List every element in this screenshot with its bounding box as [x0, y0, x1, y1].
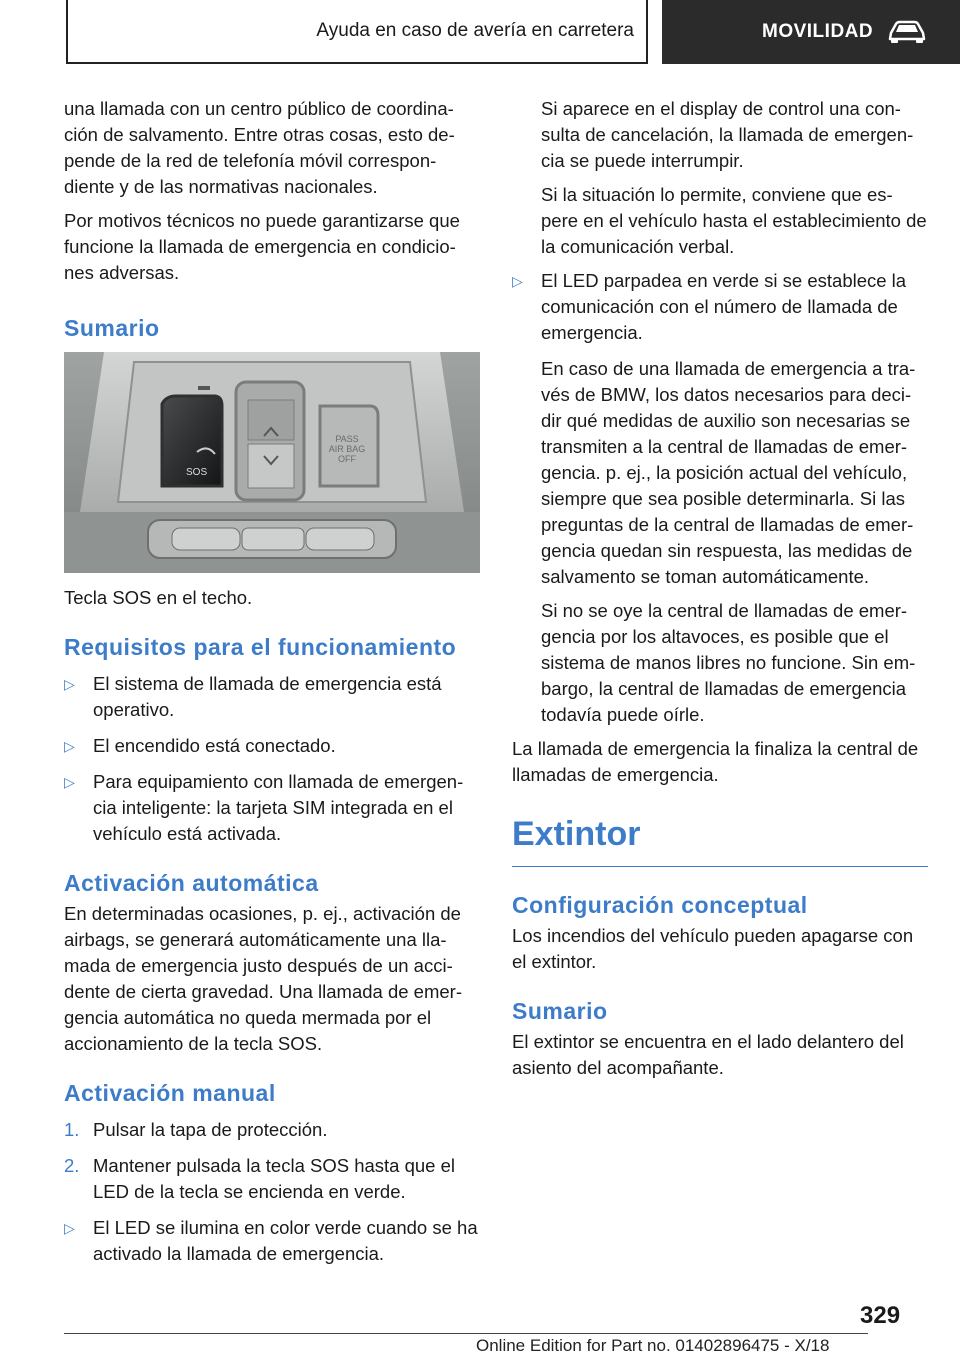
step-text: Mantener pulsada la tecla SOS hasta que el LED de la tecla se encienda en verde. — [93, 1155, 456, 1202]
list-item — [64, 671, 482, 723]
intro-paragraph-1: una llamada con un centro público de coordina-ción de salvamento. Entre otras cosas, esto de-pende de la red de telefonía móvil correspon-diente y de las normativas nacionales. — [64, 98, 455, 197]
footer-edition: Online Edition for Part no. 01402896475 - X/18 — [476, 1336, 830, 1355]
config-heading: Configuración conceptual — [512, 892, 808, 918]
extintor-heading: Extintor — [512, 814, 928, 867]
right-column — [512, 96, 928, 1089]
running-header-chapter — [662, 0, 960, 64]
list-item-text: El encendido está conectado. — [93, 735, 336, 756]
bullet-marker: ▷ — [64, 676, 75, 692]
list-item-text: El LED se ilumina en color verde cuando se ha activado la llamada de emergencia. — [93, 1217, 478, 1264]
step-number: 2. — [64, 1155, 80, 1176]
step-item — [64, 1153, 482, 1205]
list-item-text: El sistema de llamada de emergencia está operativo. — [93, 673, 442, 720]
list-item-text: Para equipamiento con llamada de emergen-cia inteligente: la tarjeta SIM integrada en el vehículo está activada. — [93, 771, 464, 844]
config-text: Los incendios del vehículo pueden apagarse con el extintor. — [512, 925, 914, 972]
airbag-label: AIR BAG — [328, 444, 366, 454]
end-call-paragraph: La llamada de emergencia la finaliza la central de llamadas de emergencia. — [512, 738, 919, 785]
running-header-section — [66, 0, 648, 64]
step-item — [64, 1117, 482, 1143]
step-number: 1. — [64, 1119, 80, 1140]
intro-paragraph-2: Por motivos técnicos no puede garantizarse que funcione la llamada de emergencia en condicio-nes adversas. — [64, 210, 460, 283]
automatic-activation-heading: Activación automática — [64, 870, 319, 896]
bmw-call-paragraph: En caso de una llamada de emergencia a tra-vés de BMW, los datos necesarios para deci-dir qué medidas de auxilio son necesarias se transmiten a la central de llamadas de emer-gencia. p. ej., la posición actual del vehículo, siempre que sea posible determinarla. Si las preguntas de la central de llamadas de emer-gencia quedan sin respuesta, las medidas de salvamento se toman automáticamente. — [541, 358, 916, 587]
chapter-title: MOVILIDAD — [762, 21, 874, 42]
footer-divider — [64, 1333, 868, 1334]
sos-button-photo — [64, 352, 480, 573]
bullet-marker: ▷ — [512, 273, 523, 289]
left-column — [64, 96, 482, 1277]
pass-label: PASS — [335, 434, 359, 444]
speaker-paragraph: Si no se oye la central de llamadas de emer-gencia por los altavoces, es posible que el sistema de manos libres no funcione. Sin em-bargo, la central de llamadas de emergencia todavía puede oírle. — [541, 600, 916, 725]
cancel-paragraph: Si aparece en el display de control una con-sulta de cancelación, la llamada de emergen-cia se puede interrumpir. — [541, 98, 914, 171]
list-item — [512, 268, 928, 346]
page-number: 329 — [860, 1302, 901, 1329]
automatic-activation-text: En determinadas ocasiones, p. ej., activación de airbags, se generará automáticamente una lla-mada de emergencia justo después de un acci-dente de cierta gravedad. Una llamada de emer-gencia automática no queda mermada por el accionamiento de la tecla SOS. — [64, 903, 462, 1054]
requirements-heading: Requisitos para el funcionamiento — [64, 634, 457, 660]
bullet-marker: ▷ — [64, 738, 75, 754]
list-item — [64, 1215, 482, 1267]
extintor-sumario-heading: Sumario — [512, 998, 608, 1024]
photo-caption: Tecla SOS en el techo. — [64, 587, 253, 608]
off-label: OFF — [338, 454, 356, 464]
extintor-sumario-text: El extintor se encuentra en el lado delantero del asiento del acompañante. — [512, 1031, 904, 1078]
car-icon — [887, 19, 927, 45]
sumario-heading: Sumario — [64, 315, 160, 341]
bullet-marker: ▷ — [64, 774, 75, 790]
sos-key-label: SOS — [186, 467, 208, 478]
bullet-marker: ▷ — [64, 1220, 75, 1236]
manual-activation-heading: Activación manual — [64, 1080, 276, 1106]
list-item — [64, 769, 482, 847]
section-title: Ayuda en caso de avería en carretera — [316, 20, 634, 41]
list-item-text: El LED parpadea en verde si se establece la comunicación con el número de llamada de emergencia. — [541, 270, 907, 343]
wait-paragraph: Si la situación lo permite, conviene que es-pere en el vehículo hasta el establecimiento de la comunicación verbal. — [541, 184, 927, 257]
list-item — [64, 733, 482, 759]
step-text: Pulsar la tapa de protección. — [93, 1119, 328, 1140]
